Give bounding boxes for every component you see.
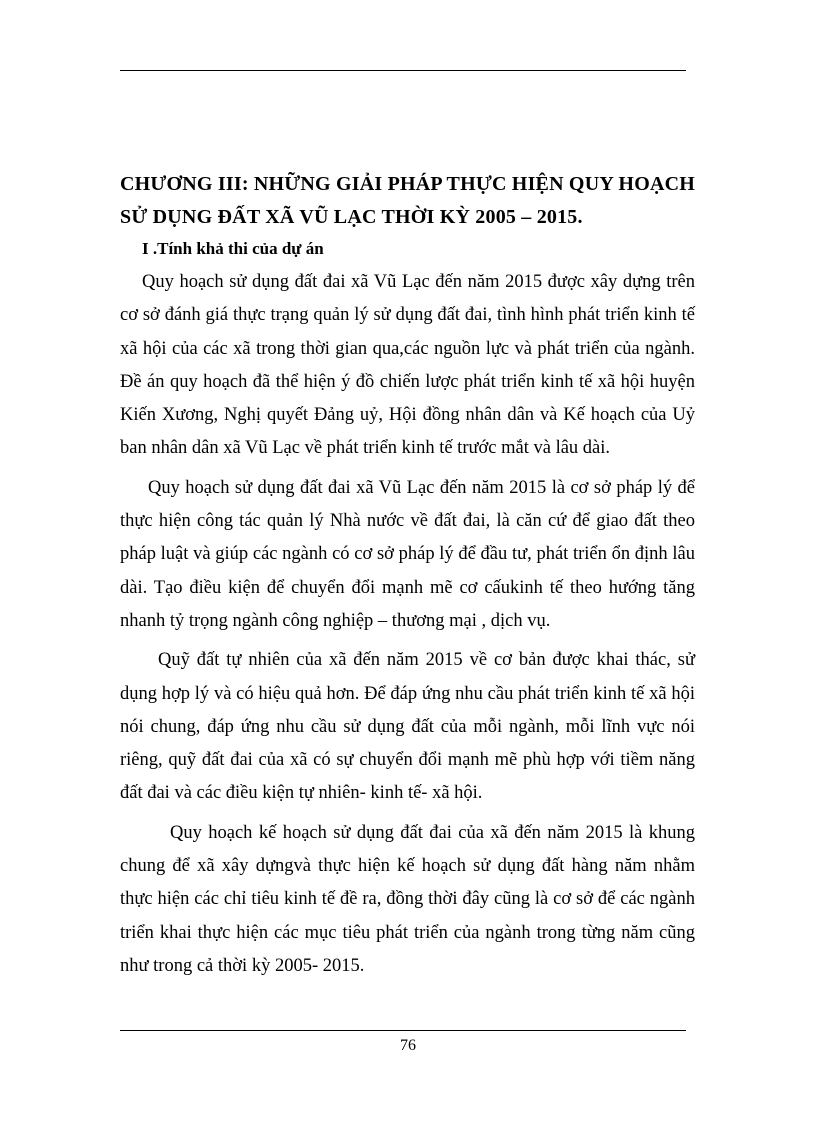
paragraph: Quỹ đất tự nhiên của xã đến năm 2015 về cơ bản được khai thác, sử dụng hợp lý và có hiệu quả hơn. Để đáp ứng nhu cầu phát triển kinh tế xã hội nói chung, đáp ứng nhu cầu sử dụng đất của mỗi ngành, mỗi lĩnh vực nói riêng, quỹ đất đai của xã có sự chuyển đổi mạnh mẽ phù hợp với tiềm năng đất đai và các điều kiện tự nhiên- kinh tế- xã hội. xyxy=(120,650,695,804)
footer-rule xyxy=(120,1030,686,1031)
section-heading: I .Tính khả thi của dự án xyxy=(142,239,324,258)
paragraph: Quy hoạch kế hoạch sử dụng đất đai của xã đến năm 2015 là khung chung để xã xây dựngvà thực hiện kế hoạch sử dụng đất hàng năm nhằm thực hiện các chỉ tiêu kinh tế đề ra, đồng thời đây cũng là cơ sở để các ngành triển khai thực hiện các mục tiêu phát triển của ngành trong từng năm cũng như trong cả thời kỳ 2005- 2015. xyxy=(120,822,695,976)
header-rule xyxy=(120,70,686,71)
paragraph: Quy hoạch sử dụng đất đai xã Vũ Lạc đến năm 2015 được xây dựng trên cơ sở đánh giá thực trạng quản lý sử dụng đất đai, tình hình phát triển kinh tế xã hội của các xã trong thời gian qua,các nguồn lực và phát triển của ngành. Đề án quy hoạch đã thể hiện ý đồ chiến lược phát triển kinh tế xã hội huyện Kiến Xương, Nghị quyết Đảng uỷ, Hội đồng nhân dân và Kế hoạch của Uỷ ban nhân dân xã Vũ Lạc về phát triển kinh tế trước mắt và lâu dài. xyxy=(120,272,695,459)
page-body xyxy=(120,168,695,983)
paragraph: Quy hoạch sử dụng đất đai xã Vũ Lạc đến năm 2015 là cơ sở pháp lý để thực hiện công tác quản lý Nhà nước về đất đai, là căn cứ để giao đất theo pháp luật và giúp các ngành có cơ sở pháp lý để đầu tư, phát triển ổn định lâu dài. Tạo điều kiện để chuyển đổi mạnh mẽ cơ cấukinh tế theo hướng tăng nhanh tỷ trọng ngành công nghiệp – thương mại , dịch vụ. xyxy=(120,477,695,631)
chapter-title: CHƯƠNG III: NHỮNG GIẢI PHÁP THỰC HIỆN QUY HOẠCH SỬ DỤNG ĐẤT XÃ VŨ LẠC THỜI KỲ 2005 – 2015. xyxy=(120,173,695,228)
page-number: 76 xyxy=(400,1037,416,1054)
